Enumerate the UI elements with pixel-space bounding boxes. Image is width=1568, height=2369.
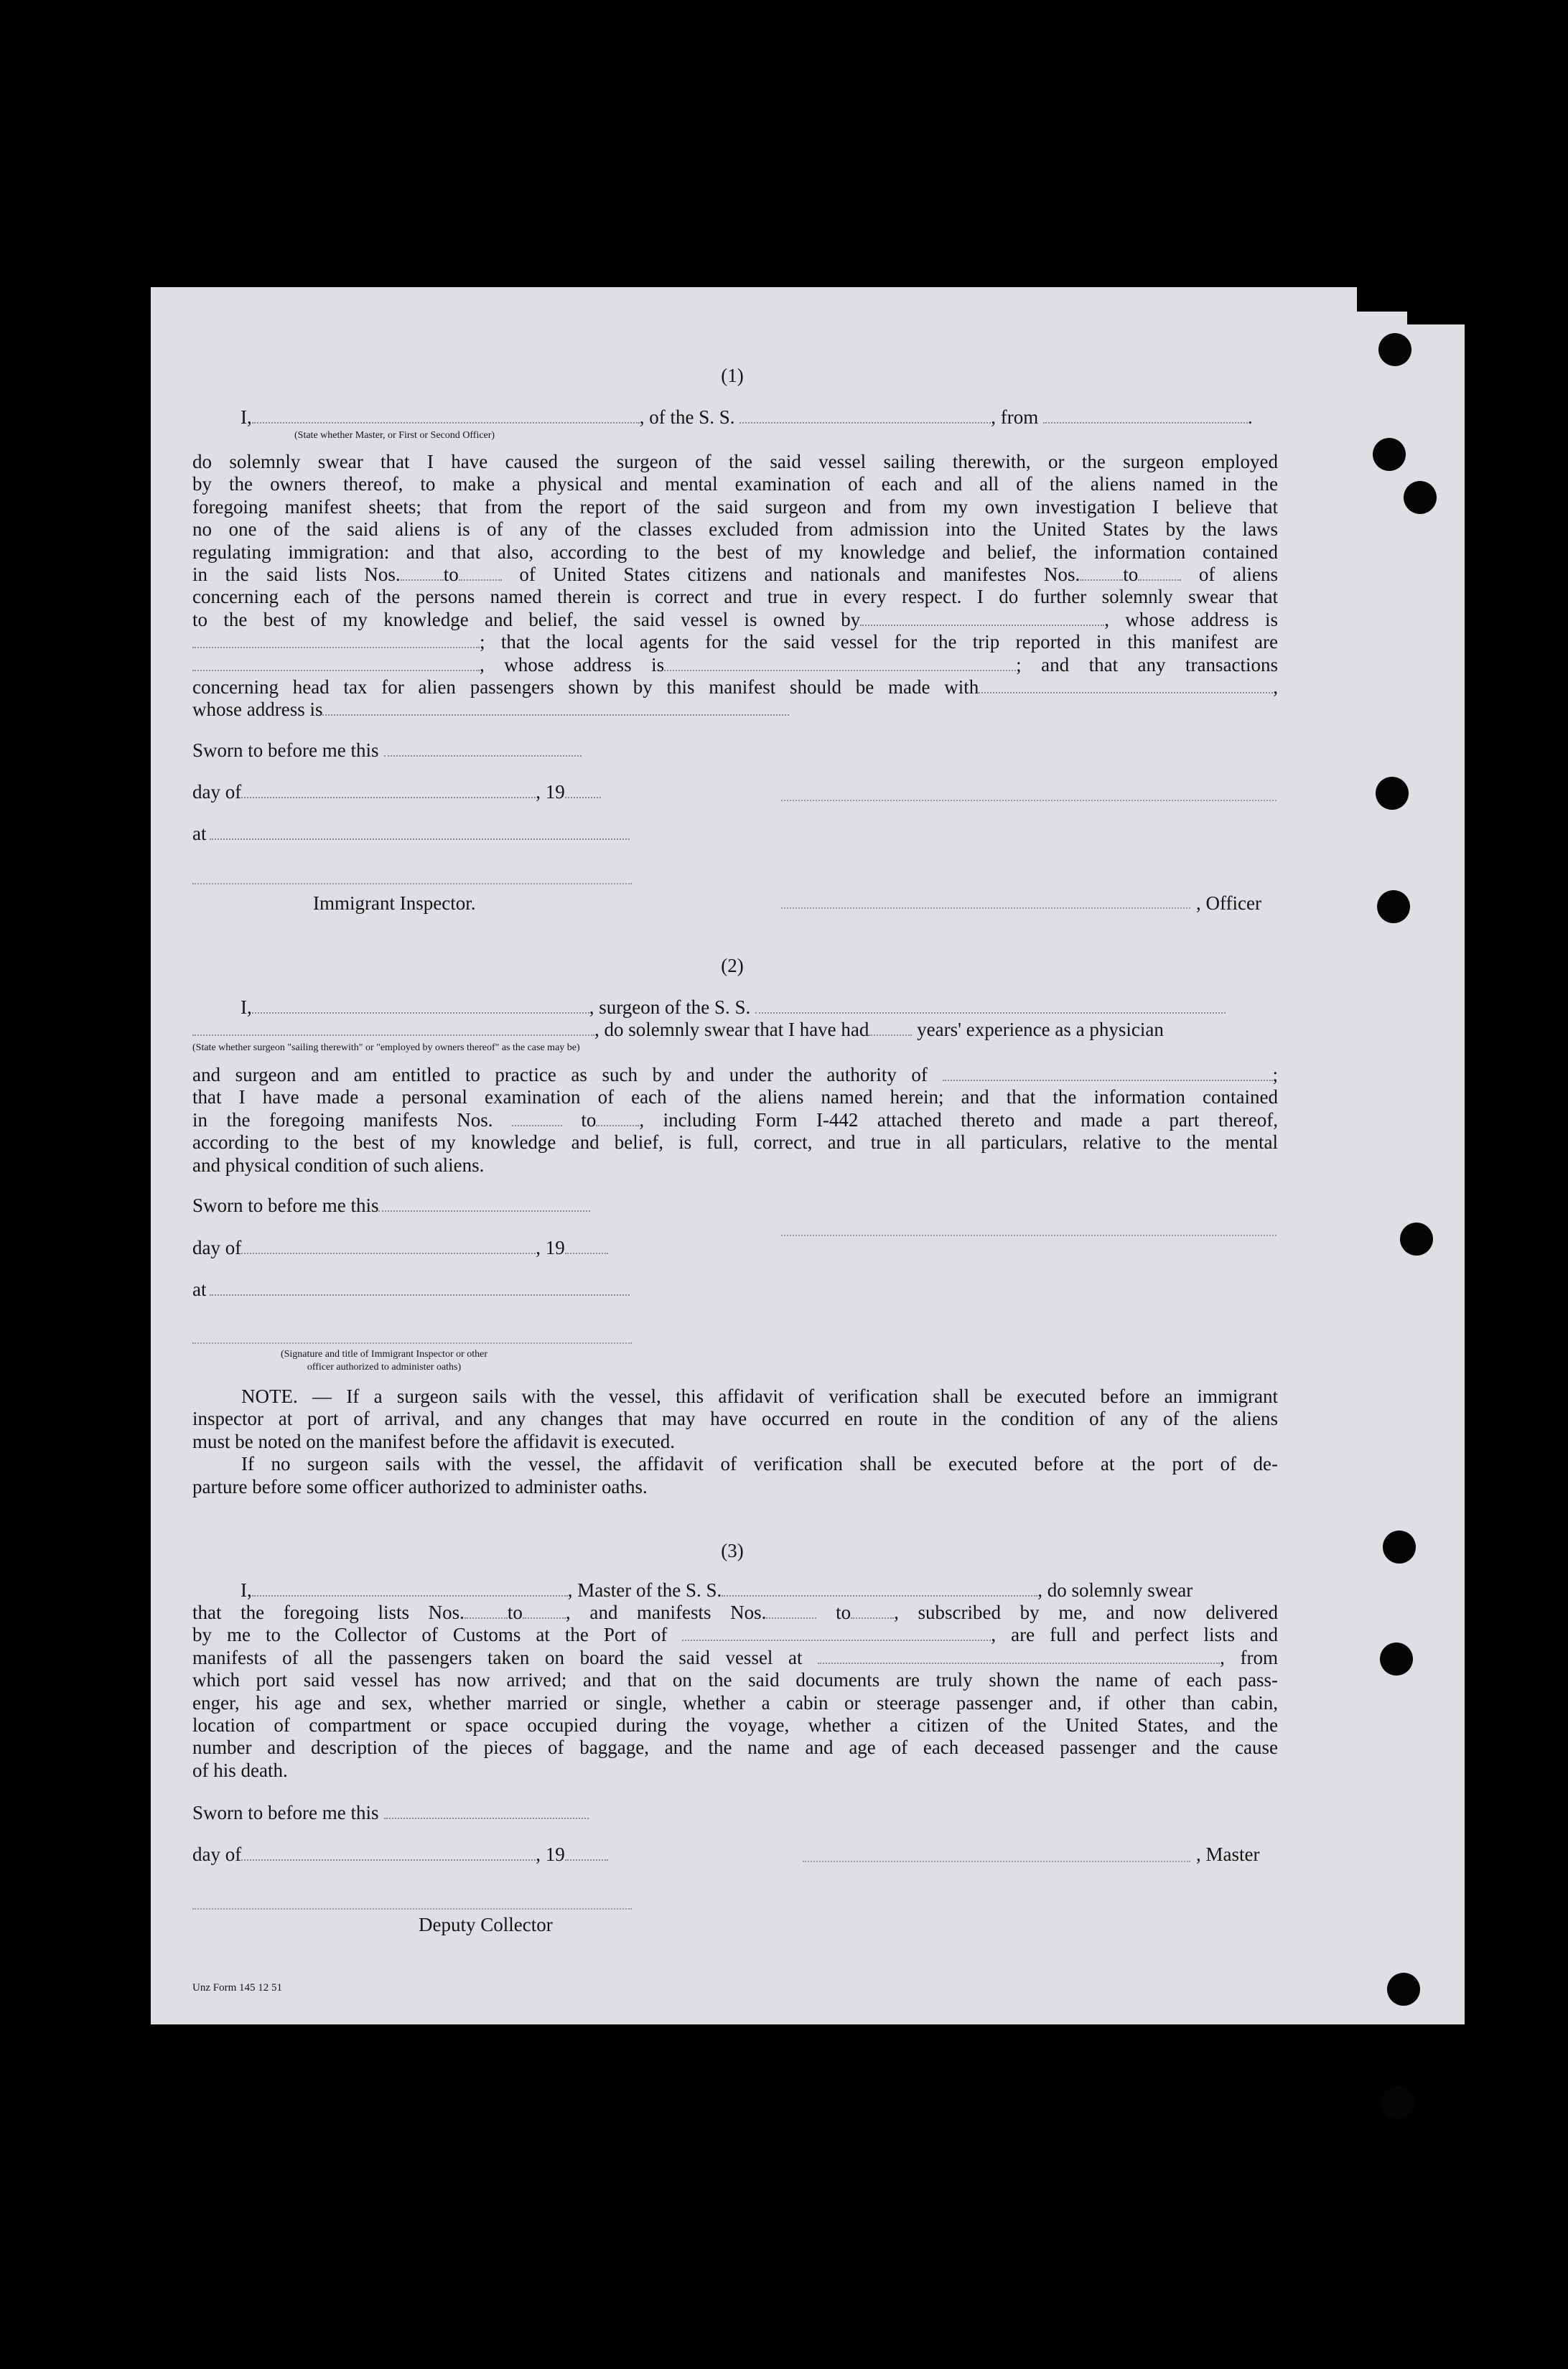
text: , from	[1220, 1646, 1279, 1668]
text: concerning head tax for alien passengers shown by this manifest should be made with	[192, 676, 979, 698]
text-line	[192, 564, 1278, 586]
text: , surgeon of the S. S.	[589, 996, 751, 1018]
text: Sworn to before me this	[192, 739, 379, 761]
text-line: parture before some officer authorized to administer oaths.	[192, 1475, 648, 1497]
master-label: , Master	[1196, 1844, 1260, 1865]
vessel-blank[interactable]	[722, 1582, 1037, 1597]
month-blank[interactable]	[241, 784, 536, 798]
text: and surgeon and am entitled to practice as such by and under the authority of	[192, 1064, 928, 1085]
text: , are full and perfect lists and	[991, 1624, 1278, 1646]
text: , Master of the S. S.	[567, 1579, 722, 1601]
text: to	[507, 1602, 523, 1623]
text-line	[192, 1647, 1278, 1669]
list-to-blank[interactable]	[523, 1604, 566, 1619]
text: day of	[192, 1237, 242, 1258]
at-blank[interactable]	[210, 826, 630, 840]
text: day of	[192, 1844, 242, 1865]
text: to	[443, 564, 459, 586]
text-line: by the owners thereof, to make a physical and mental examination of each and all of the aliens named in the	[192, 473, 1278, 495]
year-blank[interactable]	[565, 1240, 608, 1254]
text: to	[836, 1602, 851, 1623]
punch-hole	[1383, 1531, 1416, 1564]
text: by me to the Collector of Customs at the Port of	[192, 1624, 668, 1646]
text-line: must be noted on the manifest before the affidavit is executed.	[192, 1430, 676, 1452]
master-name-blank[interactable]	[252, 1582, 568, 1597]
text: to	[581, 1108, 597, 1131]
inspector-sign-line[interactable]	[192, 882, 632, 884]
text: that the foregoing lists Nos.	[192, 1602, 465, 1623]
text: in the said lists Nos.	[192, 564, 401, 586]
punch-hole	[1380, 1643, 1413, 1676]
text-line: enger, his age and sex, whether married or single, whether a cabin or steerage passenger and, if other than cabin,	[192, 1691, 1278, 1714]
text: ,	[1273, 676, 1278, 698]
torn-corner	[1357, 287, 1472, 312]
text-line	[192, 1064, 1278, 1086]
text: at	[192, 823, 207, 844]
text: officer authorized to administer oaths)	[307, 1362, 462, 1373]
years-blank[interactable]	[869, 1022, 912, 1036]
at-blank[interactable]	[210, 1281, 630, 1296]
sec1-header-line: I, , of the S. S. , from .	[241, 406, 1253, 428]
text: (Signature and title of Immigrant Inspector or other	[280, 1349, 488, 1360]
sec3-sworn	[192, 1802, 589, 1824]
sworn-day-blank[interactable]	[378, 1197, 590, 1212]
sec1-at	[192, 823, 630, 845]
headtax-address-blank[interactable]	[322, 701, 789, 716]
sec1-dayof	[192, 781, 601, 803]
sec2-at	[192, 1279, 630, 1301]
sec1-body	[192, 451, 1278, 721]
text: ; and that any transactions	[1016, 653, 1278, 676]
text-line: foregoing manifest sheets; that from the report of the said surgeon and from my own investigation I believe that	[192, 495, 1278, 518]
text: of aliens	[1198, 564, 1278, 586]
text-line	[192, 1109, 1278, 1131]
sec3-header-line	[241, 1579, 1278, 1602]
text: at	[192, 1279, 207, 1300]
text-line	[192, 698, 1278, 721]
section-3-number: (3)	[721, 1540, 744, 1561]
text: I,	[241, 996, 252, 1018]
text: , do solemnly swear	[1037, 1579, 1193, 1601]
text: , 19	[536, 1237, 565, 1258]
manifest-from-blank[interactable]	[1080, 566, 1123, 581]
text: ;	[1272, 1064, 1279, 1085]
authority-blank[interactable]	[943, 1067, 1273, 1081]
text: to	[1123, 564, 1139, 586]
text-line: that I have made a personal examination of each of the aliens named herein; and that the information contained	[192, 1086, 1278, 1108]
text-line	[192, 654, 1278, 676]
officer-label: , Officer	[1196, 892, 1261, 914]
list-from-blank[interactable]	[401, 566, 444, 581]
punch-hole	[1381, 2086, 1414, 2119]
label-of-ss: , of the S. S.	[639, 406, 735, 428]
sec3-body	[192, 1602, 1278, 1782]
owner-blank[interactable]	[860, 612, 1104, 626]
sec1-sworn	[192, 739, 582, 762]
sec2-sig-caption	[212, 1348, 556, 1374]
text-line	[192, 1602, 1278, 1624]
month-blank[interactable]	[241, 1846, 536, 1861]
master-name-blank[interactable]	[252, 409, 640, 424]
sec2-header-line2	[192, 1019, 1278, 1041]
text-line: If no surgeon sails with the vessel, the affidavit of verification shall be executed before at the port of de-	[241, 1453, 1278, 1475]
surgeon-type-blank[interactable]	[192, 1022, 594, 1036]
headtax-blank[interactable]	[979, 679, 1273, 693]
boarding-port-blank[interactable]	[818, 1650, 1220, 1664]
text: , including Form I-442 attached thereto and made a part thereof,	[639, 1108, 1279, 1131]
port-blank[interactable]	[682, 1627, 991, 1641]
punch-hole	[1376, 777, 1409, 810]
manifest-to-blank[interactable]	[1138, 566, 1181, 581]
signature-line[interactable]	[781, 798, 1277, 801]
punch-hole	[1373, 438, 1406, 471]
manifest-to-blank[interactable]	[851, 1604, 894, 1619]
punch-hole	[1378, 333, 1411, 366]
manifest-to-blank[interactable]	[596, 1112, 639, 1126]
manifest-from-blank[interactable]	[512, 1112, 562, 1126]
sec1-caption: (State whether Master, or First or Second Officer)	[294, 430, 495, 441]
sec3-dayof	[192, 1844, 608, 1866]
vessel-blank[interactable]	[755, 999, 1226, 1014]
surgeon-name-blank[interactable]	[252, 999, 589, 1014]
punch-hole	[1400, 1223, 1433, 1256]
text-line: no one of the said aliens is of any of the classes excluded from admission into the United States by the laws	[192, 518, 1278, 541]
year-blank[interactable]	[565, 784, 601, 798]
owner-address-blank[interactable]	[192, 634, 480, 648]
agents-address-blank[interactable]	[664, 657, 1016, 671]
sec2-body	[192, 1064, 1278, 1177]
immigrant-inspector-label: Immigrant Inspector.	[313, 892, 476, 914]
deputy-collector-label: Deputy Collector	[419, 1914, 553, 1935]
punch-hole	[1404, 481, 1437, 514]
text-line	[192, 631, 1278, 653]
text: , 19	[536, 781, 565, 803]
text-line	[192, 1624, 1278, 1646]
from-port-blank[interactable]	[1043, 409, 1248, 424]
text: day of	[192, 781, 242, 803]
sec2-header-line	[241, 996, 1278, 1019]
text-line: do solemnly swear that I have caused the surgeon of the said vessel sailing therewith, or the surgeon employed	[192, 451, 1278, 472]
torn-corner-edge	[1407, 309, 1465, 324]
text: in the foregoing manifests Nos.	[192, 1108, 493, 1131]
text-line: number and description of the pieces of baggage, and the name and age of each deceased passenger and the cause	[192, 1737, 1278, 1759]
text: , whose address is	[1104, 608, 1278, 630]
sec2-dayof	[192, 1237, 608, 1259]
text: of United States citizens and nationals and manifestes Nos.	[519, 564, 1081, 586]
section-2-number: (2)	[721, 955, 744, 976]
text-line: of his death.	[192, 1759, 288, 1781]
month-blank[interactable]	[241, 1240, 536, 1254]
text-line: concerning each of the persons named therein is correct and true in every respect. I do further solemnly swear that	[192, 586, 1278, 608]
vessel-name-blank[interactable]	[739, 409, 991, 424]
text: Sworn to before me this	[192, 1195, 379, 1216]
text-line	[192, 676, 1278, 698]
list-from-blank[interactable]	[465, 1604, 508, 1619]
note-block	[192, 1386, 1278, 1498]
text: , and manifests Nos.	[565, 1602, 767, 1623]
text: years' experience as a physician	[917, 1019, 1164, 1040]
text-line: according to the best of my knowledge and belief, is full, correct, and true in all particulars, relative to the mental	[192, 1131, 1278, 1154]
sec2-caption: (State whether surgeon "sailing therewith" or "employed by owners thereof" as the case may be)	[192, 1042, 580, 1053]
master-signature-line[interactable]	[803, 1859, 1190, 1862]
text-line: which port said vessel has now arrived; and that on the said documents are truly shown the name of each pass-	[192, 1669, 1278, 1691]
sec2-sworn	[192, 1195, 590, 1217]
text: ; that the local agents for the said vessel for the trip reported in this manifest are	[480, 631, 1278, 653]
deputy-sign-line[interactable]	[192, 1907, 632, 1910]
text: , subscribed by me, and now delivered	[894, 1602, 1279, 1623]
text-line: regulating immigration: and that also, according to the best of my knowledge and belief, the information contained	[192, 541, 1278, 563]
text: , do solemnly swear that I have had	[594, 1019, 869, 1040]
text-line: location of compartment or space occupied during the voyage, whether a citizen of the United States, and the	[192, 1714, 1278, 1737]
surgeon-signature-line[interactable]	[781, 1233, 1277, 1236]
officer-line[interactable]	[781, 906, 1190, 909]
label-i: I,	[241, 406, 252, 428]
list-to-blank[interactable]	[459, 566, 502, 581]
text: to the best of my knowledge and belief, the said vessel is owned by	[192, 608, 861, 630]
text-line: NOTE. — If a surgeon sails with the vessel, this affidavit of verification shall be executed before an immigrant	[241, 1386, 1278, 1407]
text-line	[192, 609, 1278, 631]
sworn-day-blank[interactable]	[384, 742, 582, 757]
text-line: inspector at port of arrival, and any changes that may have occurred en route in the condition of any of the aliens	[192, 1408, 1278, 1430]
inspector-sign-line[interactable]	[192, 1341, 632, 1344]
text: I,	[241, 1579, 252, 1601]
text: , whose address is	[480, 653, 665, 676]
section-1-number: (1)	[721, 365, 744, 386]
form-number: Unz Form 145 12 51	[192, 1982, 282, 1994]
label-from: , from	[991, 406, 1039, 428]
text: , 19	[536, 1844, 565, 1865]
punch-hole	[1377, 890, 1410, 923]
punch-hole	[1387, 1973, 1420, 2006]
text: Sworn to before me this	[192, 1802, 379, 1823]
sworn-day-blank[interactable]	[384, 1805, 589, 1819]
text: whose address is	[192, 698, 323, 721]
year-blank[interactable]	[565, 1846, 608, 1861]
text: manifests of all the passengers taken on board the said vessel at	[192, 1646, 803, 1668]
text-line: and physical condition of such aliens.	[192, 1154, 485, 1176]
manifest-from-blank[interactable]	[766, 1604, 816, 1619]
agents-blank[interactable]	[192, 657, 480, 671]
